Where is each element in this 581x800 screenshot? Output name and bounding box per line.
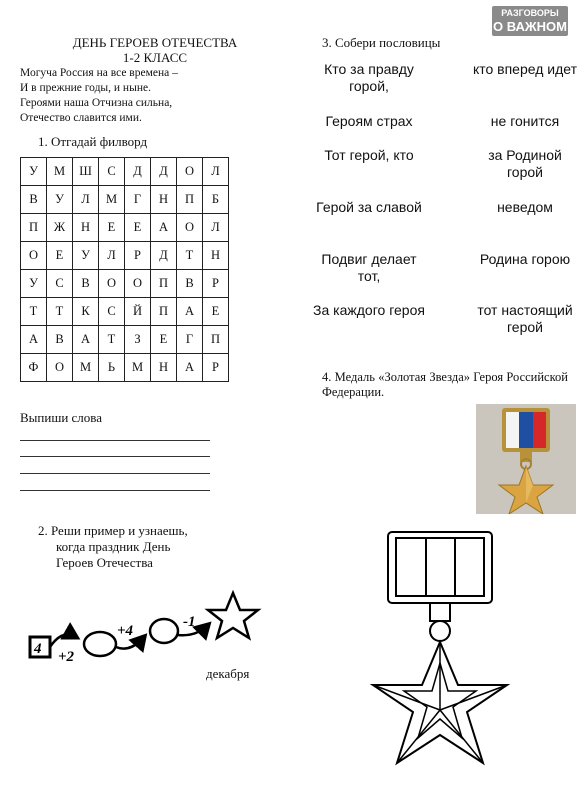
grid-cell: Е — [125, 214, 151, 242]
grid-cell: Ш — [73, 158, 99, 186]
grid-cell: Е — [99, 214, 125, 242]
medal-photo — [476, 404, 576, 514]
grid-cell: О — [177, 158, 203, 186]
grid-cell: Й — [125, 298, 151, 326]
grid-cell: П — [21, 214, 47, 242]
proverb-right-6: тот настоящий герой — [477, 302, 573, 335]
grid-cell: Б — [203, 186, 229, 214]
grid-row — [21, 214, 229, 242]
grid-cell: Р — [203, 354, 229, 382]
grid-cell: Д — [125, 158, 151, 186]
answer-circle-1 — [84, 632, 116, 656]
grid-cell: О — [177, 214, 203, 242]
grid-cell: Н — [151, 354, 177, 382]
grid-cell: Г — [177, 326, 203, 354]
grid-cell: Е — [47, 242, 73, 270]
task3-title: 3. Собери пословицы — [322, 35, 441, 50]
grid-cell: О — [99, 270, 125, 298]
grid-cell: Ф — [21, 354, 47, 382]
page-title: ДЕНЬ ГЕРОЕВ ОТЕЧЕСТВА — [72, 35, 238, 50]
grid-cell: В — [177, 270, 203, 298]
grid-cell: П — [177, 186, 203, 214]
star-icon — [208, 593, 258, 638]
grid-cell: Д — [151, 242, 177, 270]
logo — [492, 6, 568, 36]
grid-cell: Н — [151, 186, 177, 214]
grid-cell: А — [21, 326, 47, 354]
grid-cell: У — [47, 186, 73, 214]
grid-cell: Н — [203, 242, 229, 270]
task1-title: 1. Отгадай филворд — [38, 134, 148, 149]
grid-cell: Т — [21, 298, 47, 326]
grid-cell: С — [99, 158, 125, 186]
word-search-grid — [20, 157, 229, 382]
proverb-left-5: Подвиг делает тот, — [321, 251, 417, 284]
grid-cell: С — [99, 298, 125, 326]
grid-cell: А — [177, 298, 203, 326]
poem — [20, 66, 290, 126]
grid-cell: К — [73, 298, 99, 326]
grid-cell: М — [47, 158, 73, 186]
grid-row — [21, 158, 229, 186]
grade-label: 1-2 КЛАСС — [122, 50, 188, 65]
task4-title: 4. Медаль «Золотая Звезда» Героя Российской Федерации. — [322, 370, 568, 399]
grid-cell: П — [151, 298, 177, 326]
proverb-right-4: неведом — [497, 199, 553, 215]
grid-cell: М — [99, 186, 125, 214]
op-1: +2 — [58, 649, 75, 665]
grid-cell: З — [125, 326, 151, 354]
grid-cell: Л — [203, 214, 229, 242]
grid-cell: Л — [73, 186, 99, 214]
op-2: +4 — [117, 623, 134, 639]
answer-line — [20, 440, 210, 441]
task2-title — [38, 523, 228, 571]
proverb-right-5: Родина горою — [479, 251, 571, 267]
answer-line — [20, 473, 210, 474]
grid-cell: М — [125, 354, 151, 382]
proverb-left-1: Кто за правду горой, — [324, 61, 414, 94]
grid-cell: В — [73, 270, 99, 298]
grid-cell: О — [125, 270, 151, 298]
grid-cell: Е — [203, 298, 229, 326]
grid-cell: Ж — [47, 214, 73, 242]
grid-cell: Л — [203, 158, 229, 186]
task2-line: когда праздник День — [56, 539, 171, 554]
grid-row — [21, 186, 229, 214]
poem-line: Могуча Россия на все времена – — [20, 67, 178, 79]
grid-cell: А — [151, 214, 177, 242]
proverb-left-4: Герой за славой — [316, 199, 422, 215]
grid-cell: Т — [177, 242, 203, 270]
grid-cell: Н — [73, 214, 99, 242]
proverb-right-2: не гонится — [490, 113, 560, 129]
task2-line: Героев Отечества — [56, 555, 153, 570]
arrow-1 — [50, 635, 76, 647]
grid-cell: У — [73, 242, 99, 270]
math-chain — [20, 585, 270, 670]
start-number: 4 — [34, 641, 42, 657]
proverb-right-1: кто вперед идет — [472, 61, 578, 77]
grid-cell: А — [73, 326, 99, 354]
grid-cell: Т — [47, 298, 73, 326]
proverb-right-3: за Родиной горой — [488, 147, 562, 180]
grid-cell: С — [47, 270, 73, 298]
grid-cell: Е — [151, 326, 177, 354]
grid-cell: В — [47, 326, 73, 354]
grid-cell: Т — [99, 326, 125, 354]
grid-row — [21, 326, 229, 354]
grid-cell: О — [21, 242, 47, 270]
grid-cell: П — [203, 326, 229, 354]
grid-cell: Г — [125, 186, 151, 214]
grid-cell: Р — [125, 242, 151, 270]
grid-cell: М — [73, 354, 99, 382]
page-header — [20, 35, 290, 65]
grid-row — [21, 354, 229, 382]
logo-line1: РАЗГОВОРЫ — [501, 8, 559, 18]
grid-cell: У — [21, 270, 47, 298]
grid-cell: Д — [151, 158, 177, 186]
medal-coloring-drawing — [350, 525, 530, 800]
op-3: -1 — [183, 614, 196, 630]
grid-cell: О — [47, 354, 73, 382]
proverb-left-2: Героям страх — [325, 113, 413, 129]
proverb-left-6: За каждого героя — [313, 302, 425, 318]
answer-circle-2 — [150, 619, 178, 643]
write-words-label: Выпиши слова — [20, 410, 103, 425]
grid-cell: П — [151, 270, 177, 298]
gold-star-medal-icon — [476, 404, 576, 514]
grid-cell: А — [177, 354, 203, 382]
grid-cell: В — [21, 186, 47, 214]
proverb-left-3: Тот герой, кто — [324, 147, 414, 163]
month-label: декабря — [206, 666, 250, 681]
logo-line2: О ВАЖНОМ — [493, 19, 567, 34]
answer-line — [20, 456, 210, 457]
grid-row — [21, 242, 229, 270]
poem-line: Героями наша Отчизна сильна, — [20, 97, 173, 109]
grid-cell: У — [21, 158, 47, 186]
grid-cell: Ь — [99, 354, 125, 382]
grid-cell: Л — [99, 242, 125, 270]
grid-row — [21, 270, 229, 298]
task2-line: 2. Реши пример и узнаешь, — [38, 523, 188, 538]
answer-line — [20, 490, 210, 491]
poem-line: И в прежние годы, и ныне. — [20, 82, 151, 94]
grid-cell: Р — [203, 270, 229, 298]
poem-line: Отечество славится ими. — [20, 112, 142, 124]
grid-row — [21, 298, 229, 326]
